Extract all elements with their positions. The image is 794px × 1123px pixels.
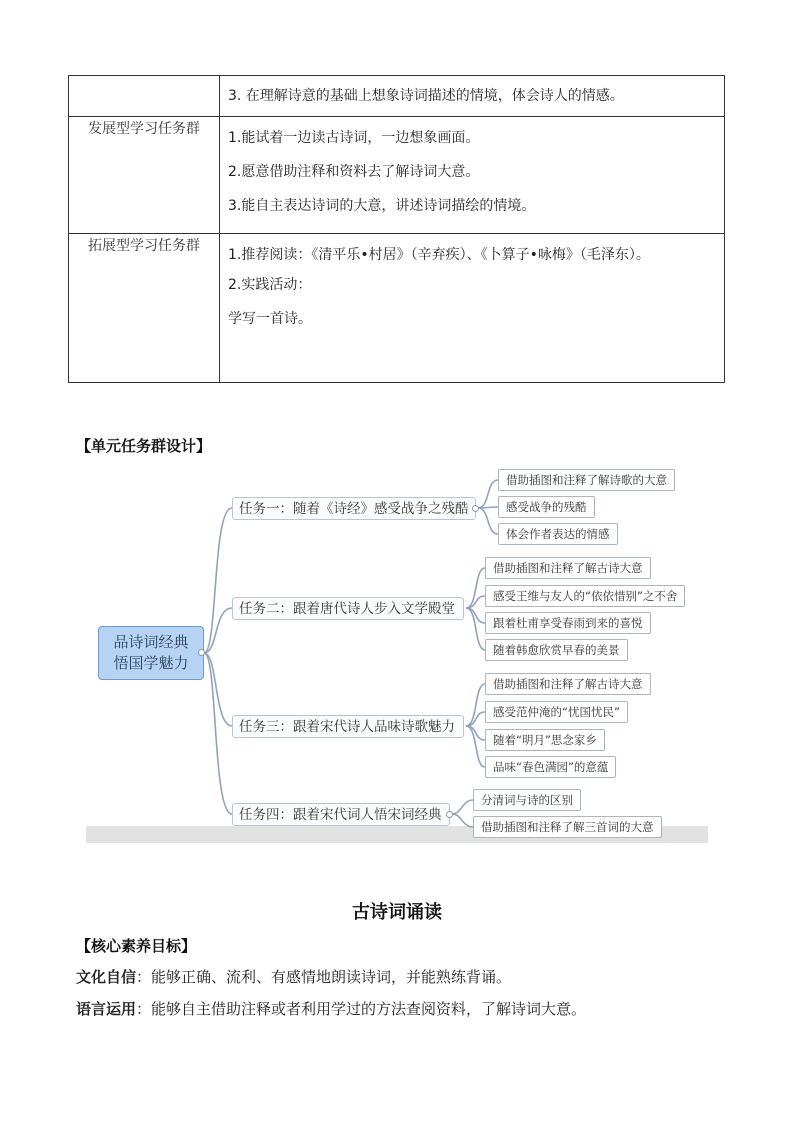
connector-line <box>204 508 232 653</box>
connector-line <box>452 814 473 827</box>
core-section-title: 【核心素养目标】 <box>76 937 197 955</box>
table-row-label <box>69 76 220 117</box>
mindmap-leaf-node[interactable]: 借助插图和注释了解诗歌的大意 <box>498 469 675 491</box>
table-row <box>69 234 725 383</box>
mindmap-task-node[interactable]: 任务二：跟着唐代诗人步入文学殿堂 <box>232 597 464 620</box>
table-row-content <box>220 117 725 234</box>
connector-line <box>478 480 498 508</box>
mindmap-leaf-node[interactable]: 借助插图和注释了解古诗大意 <box>485 557 651 579</box>
table-row <box>69 117 725 234</box>
mindmap-leaf-node[interactable]: 随着“明月”思念家乡 <box>485 729 605 751</box>
list-item: 1.推荐阅读：《清平乐•村居》（辛弃疾）、《卜算子•咏梅》（毛泽东）。 <box>228 247 650 263</box>
connector-line <box>452 800 473 814</box>
collapse-toggle-icon[interactable] <box>198 649 205 656</box>
root-line: 悟国学魅力 <box>113 654 189 672</box>
mindmap-leaf-node[interactable]: 分清词与诗的区别 <box>473 789 581 811</box>
mindmap-leaf-node[interactable]: 感受范仲淹的“忧国忧民” <box>485 701 628 723</box>
table-row-content <box>220 76 725 117</box>
mindmap-leaf-node[interactable]: 品味“春色满园”的意蕴 <box>485 756 616 778</box>
list-item: 3. 在理解诗意的基础上想象诗词描述的情境，体会诗人的情感。 <box>228 88 624 104</box>
goal-text: ：能够自主借助注释或者利用学过的方法查阅资料，了解诗词大意。 <box>136 1000 587 1018</box>
mindmap-task-node[interactable]: 任务四：跟着宋代词人悟宋词经典 <box>232 803 450 826</box>
page-title: 古诗词诵读 <box>352 902 442 923</box>
mindmap-leaf-node[interactable]: 借助插图和注释了解古诗大意 <box>485 673 651 695</box>
connector-line <box>466 726 485 740</box>
mindmap-leaf-node[interactable]: 随着韩愈欣赏早春的美景 <box>485 639 628 661</box>
mindmap-leaf-node[interactable]: 跟着杜甫享受春雨到来的喜悦 <box>485 612 651 634</box>
list-item: 2.愿意借助注释和资料去了解诗词大意。 <box>228 164 480 180</box>
mindmap-task-node[interactable]: 任务三：跟着宋代诗人品味诗歌魅力 <box>232 715 464 738</box>
list-item: 2.实践活动： <box>228 277 312 293</box>
connector-line <box>204 653 232 814</box>
root-line: 品诗词经典 <box>113 633 189 651</box>
goal-text: ：能够正确、流利、有感情地朗读诗词，并能熟练背诵。 <box>136 968 512 986</box>
connector-line <box>204 653 232 726</box>
list-item: 3.能自主表达诗词的大意，讲述诗词描绘的情境。 <box>228 198 536 214</box>
learning-task-table <box>68 75 725 383</box>
table-row-label: 发展型学习任务群 <box>69 117 220 234</box>
list-item: 1.能试着一边读古诗词，一边想象画面。 <box>228 130 480 146</box>
goal-label: 文化自信 <box>76 968 137 986</box>
table-row-content <box>220 234 725 383</box>
goal-line <box>76 998 586 1019</box>
mindmap-root-node[interactable] <box>98 626 204 680</box>
list-item: 学写一首诗。 <box>228 311 312 327</box>
mindmap-leaf-node[interactable]: 借助插图和注释了解三首词的大意 <box>473 816 662 838</box>
unit-section-title: 【单元任务群设计】 <box>76 437 212 455</box>
connector-line <box>466 712 485 726</box>
mindmap-leaf-node[interactable]: 感受王维与友人的“依依惜别”之不舍 <box>485 585 685 607</box>
mindmap-leaf-node[interactable]: 体会作者表达的情感 <box>498 523 618 545</box>
mindmap-leaf-node[interactable]: 感受战争的残酷 <box>498 496 595 518</box>
mindmap-task-node[interactable]: 任务一：随着《诗经》感受战争之残酷 <box>232 497 476 520</box>
table-row-label: 拓展型学习任务群 <box>69 234 220 383</box>
connector-line <box>466 608 485 623</box>
goal-line <box>76 966 511 987</box>
collapse-toggle-icon[interactable] <box>472 505 479 512</box>
collapse-toggle-icon[interactable] <box>446 811 453 818</box>
goal-label: 语言运用 <box>76 1000 137 1018</box>
table-row <box>69 76 725 117</box>
connector-line <box>478 508 498 534</box>
